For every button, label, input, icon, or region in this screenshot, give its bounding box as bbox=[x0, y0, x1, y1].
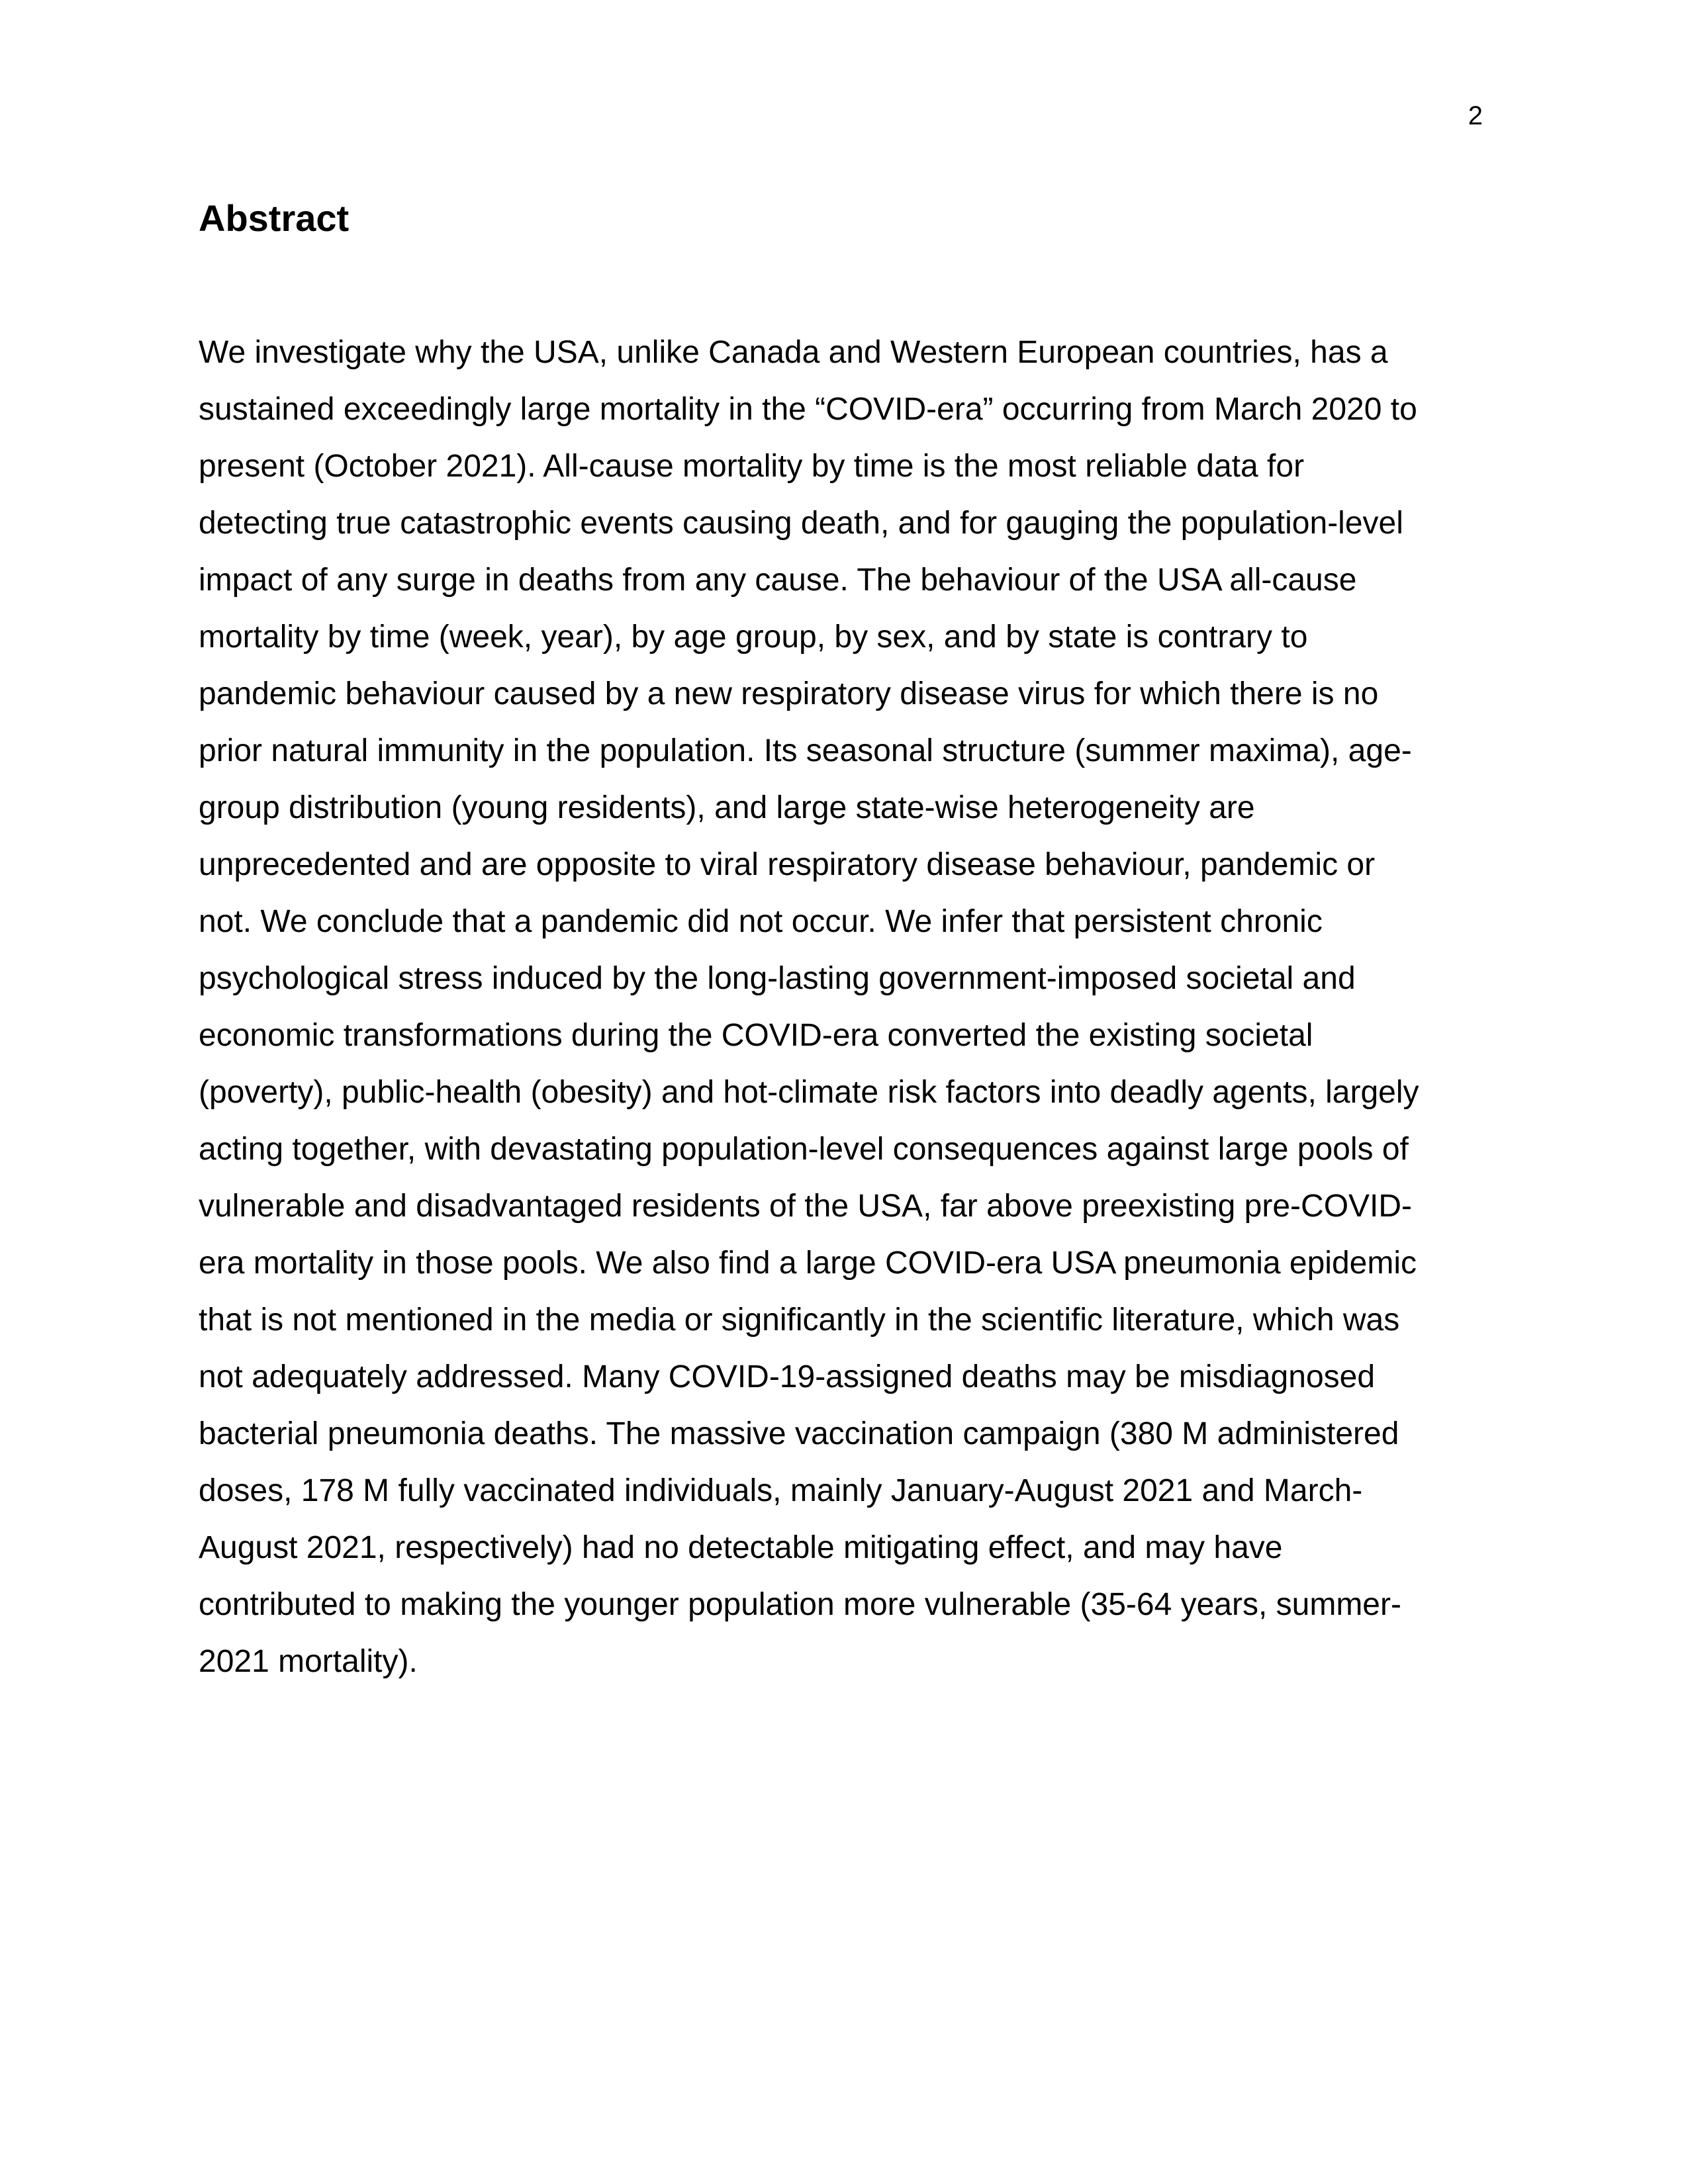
abstract-line: mortality by time (week, year), by age group, by sex, and by state is contrary to bbox=[199, 619, 1308, 655]
abstract-line: economic transformations during the COVID-era converted the existing societal bbox=[199, 1018, 1313, 1053]
abstract-line: sustained exceedingly large mortality in the “COVID-era” occurring from March 2020 to bbox=[199, 392, 1417, 427]
abstract-line: group distribution (young residents), and large state-wise heterogeneity are bbox=[199, 790, 1255, 825]
abstract-line: unprecedented and are opposite to viral respiratory disease behaviour, pandemic or bbox=[199, 847, 1376, 882]
abstract-line: vulnerable and disadvantaged residents of the USA, far above preexisting pre-COVID- bbox=[199, 1189, 1413, 1224]
abstract-line: doses, 178 M fully vaccinated individuals, mainly January-August 2021 and March- bbox=[199, 1473, 1363, 1508]
abstract-line: not. We conclude that a pandemic did not occur. We infer that persistent chronic bbox=[199, 904, 1323, 939]
abstract-line: (poverty), public-health (obesity) and hot-climate risk factors into deadly agents, largely bbox=[199, 1075, 1419, 1110]
abstract-line: era mortality in those pools. We also find a large COVID-era USA pneumonia epidemic bbox=[199, 1246, 1417, 1281]
abstract-line: that is not mentioned in the media or significantly in the scientific literature, which was bbox=[199, 1302, 1400, 1338]
abstract-body bbox=[199, 324, 1496, 1690]
page-number: 2 bbox=[1468, 101, 1483, 130]
abstract-line: contributed to making the younger population more vulnerable (35-64 years, summer- bbox=[199, 1587, 1401, 1622]
abstract-line: impact of any surge in deaths from any cause. The behaviour of the USA all-cause bbox=[199, 563, 1357, 598]
abstract-line: pandemic behaviour caused by a new respiratory disease virus for which there is no bbox=[199, 676, 1379, 711]
abstract-line: 2021 mortality). bbox=[199, 1644, 418, 1679]
abstract-line: prior natural immunity in the population. Its seasonal structure (summer maxima), age- bbox=[199, 733, 1412, 768]
abstract-line: We investigate why the USA, unlike Canada and Western European countries, has a bbox=[199, 335, 1388, 370]
abstract-line: not adequately addressed. Many COVID-19-assigned deaths may be misdiagnosed bbox=[199, 1359, 1376, 1394]
abstract-line: detecting true catastrophic events causing death, and for gauging the population-level bbox=[199, 506, 1403, 541]
abstract-line: present (October 2021). All-cause mortality by time is the most reliable data for bbox=[199, 449, 1305, 484]
abstract-heading: Abstract bbox=[199, 197, 350, 239]
abstract-line: bacterial pneumonia deaths. The massive vaccination campaign (380 M administered bbox=[199, 1416, 1399, 1451]
abstract-line: psychological stress induced by the long-lasting government-imposed societal and bbox=[199, 961, 1356, 996]
abstract-line: August 2021, respectively) had no detectable mitigating effect, and may have bbox=[199, 1530, 1283, 1565]
abstract-line: acting together, with devastating population-level consequences against large pools of bbox=[199, 1132, 1409, 1167]
